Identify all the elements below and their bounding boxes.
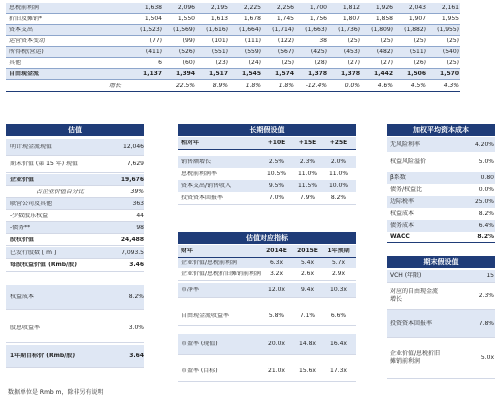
multiples-value: 5.7x bbox=[331, 260, 346, 266]
wacc-value: 4.20% bbox=[474, 141, 494, 148]
wacc-value: 6.4% bbox=[478, 223, 494, 229]
row-value: (1,569) bbox=[173, 27, 195, 33]
wacc-row bbox=[387, 137, 495, 153]
valuation-label: 企业价值 bbox=[10, 176, 35, 183]
valuation-row bbox=[6, 259, 144, 272]
multiples-value: 5.4x bbox=[300, 260, 315, 266]
multiples-label: 市盈率 (现值) bbox=[181, 341, 218, 347]
wacc-value: 25.0% bbox=[474, 199, 494, 205]
wacc-value: 0.0% bbox=[478, 187, 494, 193]
valuation-value: 7,629 bbox=[126, 161, 144, 167]
valuation-label: 联营公司及其他 bbox=[10, 200, 53, 207]
row-value: 1,378 bbox=[341, 71, 360, 77]
valuation-value: 3.0% bbox=[128, 325, 144, 331]
valuation-label: 1年期目标价 (Rmb/股) bbox=[10, 353, 76, 359]
multiples-value: 15.6x bbox=[299, 368, 316, 374]
multiples-value: 16.4x bbox=[330, 341, 347, 347]
multiples-col: 财年 bbox=[181, 248, 194, 254]
multiples-value: 5.8% bbox=[268, 313, 285, 319]
terminal-value: 15 bbox=[486, 273, 494, 279]
valuation-label: 期末价值 (第 15 年) 现值 bbox=[10, 161, 78, 167]
valuation-value: 8.2% bbox=[128, 294, 144, 300]
multiples-label: 市盈率 (目标) bbox=[181, 368, 218, 374]
terminal-value: 5.0x bbox=[480, 355, 494, 361]
terminal-row bbox=[387, 270, 495, 283]
multiples-value: 2.9x bbox=[331, 271, 346, 277]
multiples-value: 10.3x bbox=[330, 287, 347, 293]
terminal-label: VCH (年限) bbox=[390, 272, 422, 280]
row-value: (122) bbox=[277, 38, 294, 44]
multiples-row bbox=[178, 283, 356, 298]
row-label: 所得税(营运) bbox=[9, 49, 44, 55]
row-value: 1,394 bbox=[176, 71, 195, 77]
valuation-row bbox=[6, 222, 144, 234]
valuation-value: 44 bbox=[136, 212, 144, 219]
valuation-label: -债务** bbox=[10, 224, 31, 231]
long-term-label: 息税前利润率 bbox=[181, 171, 218, 177]
row-label: 其他 bbox=[9, 60, 22, 66]
multiples-value: 9.4x bbox=[300, 287, 315, 293]
long-term-col-header bbox=[178, 137, 356, 150]
row-value: 1,926 bbox=[375, 5, 393, 11]
row-value: 1,517 bbox=[209, 71, 228, 77]
growth-value: 1.8% bbox=[245, 83, 261, 89]
terminal-value: 2.3% bbox=[478, 293, 494, 299]
multiples-value: 21.0x bbox=[268, 368, 285, 374]
projection-row bbox=[6, 25, 460, 36]
row-value: (1,663) bbox=[305, 27, 327, 33]
valuation-row bbox=[6, 210, 144, 222]
growth-row bbox=[6, 81, 460, 92]
row-value: 1,858 bbox=[375, 16, 393, 22]
row-value: 1,638 bbox=[144, 5, 162, 11]
terminal-row bbox=[387, 338, 495, 379]
multiples-col: 1年预期 bbox=[327, 248, 350, 254]
row-label: 息税前利润 bbox=[9, 5, 40, 11]
row-value: 1,907 bbox=[408, 16, 426, 22]
valuation-row bbox=[6, 285, 144, 310]
long-term-value: 11.0% bbox=[328, 171, 349, 177]
row-value: (25) bbox=[446, 38, 459, 44]
wacc-value: 5.0% bbox=[478, 159, 494, 165]
growth-value: 0.0% bbox=[344, 83, 360, 89]
valuation-label: 占企业价值百分比 bbox=[36, 188, 85, 195]
multiples-value: 17.3x bbox=[330, 368, 347, 374]
wacc-row bbox=[387, 152, 495, 173]
row-value: (453) bbox=[343, 49, 360, 55]
row-value: (1,714) bbox=[272, 27, 294, 33]
valuation-label: 股权价值 bbox=[10, 236, 35, 243]
row-value: 1,442 bbox=[374, 71, 393, 77]
multiples-label: 市净率 bbox=[181, 287, 200, 293]
row-value: (99) bbox=[182, 38, 195, 44]
row-value: (1,736) bbox=[338, 27, 360, 33]
valuation-value: 39% bbox=[130, 188, 144, 195]
valuation-value: 3.46 bbox=[129, 262, 144, 268]
long-term-value: 11.0% bbox=[297, 171, 318, 177]
long-term-row bbox=[178, 192, 356, 205]
growth-value: 1.8% bbox=[278, 83, 294, 89]
valuation-row bbox=[6, 139, 144, 156]
long-term-value: 9.5% bbox=[268, 183, 285, 189]
row-value: 1,504 bbox=[144, 16, 162, 22]
long-term-value: 2.5% bbox=[268, 159, 285, 165]
row-value: (25) bbox=[446, 60, 459, 66]
long-term-value: 11.5% bbox=[297, 183, 318, 189]
multiples-row bbox=[178, 268, 356, 281]
long-term-col: 相对年 bbox=[181, 140, 200, 146]
row-value: (526) bbox=[178, 49, 195, 55]
long-term-value: 2.3% bbox=[299, 159, 316, 165]
row-value: 1,613 bbox=[210, 16, 228, 22]
row-value: (25) bbox=[413, 38, 426, 44]
row-value: 1,745 bbox=[276, 16, 294, 22]
row-value: (25) bbox=[380, 38, 393, 44]
wacc-label: 债务成本 bbox=[390, 222, 415, 230]
valuation-row bbox=[6, 156, 144, 173]
wacc-value: 8.2% bbox=[478, 211, 494, 217]
valuation-value: 7,093.5 bbox=[121, 249, 144, 256]
multiples-label: 自由现金流收益率 bbox=[181, 313, 230, 319]
projection-row bbox=[6, 3, 460, 14]
long-term-value: 2.0% bbox=[330, 159, 347, 165]
projection-row bbox=[6, 58, 460, 69]
long-term-value: 10.0% bbox=[328, 183, 349, 189]
growth-value: 4.6% bbox=[377, 83, 393, 89]
row-value: 1,756 bbox=[309, 16, 327, 22]
row-value: (101) bbox=[211, 38, 228, 44]
row-value: 38 bbox=[319, 38, 327, 44]
multiples-value: 12.0x bbox=[268, 287, 285, 293]
long-term-col: +25E bbox=[329, 140, 348, 146]
long-term-value: 10.5% bbox=[266, 171, 287, 177]
growth-value: 4.5% bbox=[410, 83, 426, 89]
valuation-value: 3.64 bbox=[129, 353, 144, 359]
row-value: (27) bbox=[347, 60, 360, 66]
terminal-header: 期末假设值 bbox=[387, 256, 495, 268]
long-term-value: 7.9% bbox=[299, 195, 316, 201]
row-value: 1,545 bbox=[242, 71, 261, 77]
valuation-value: 363 bbox=[132, 200, 144, 207]
footer-note: 数据单位是 Rmb m，除非另有说明 bbox=[8, 389, 104, 396]
projection-row bbox=[6, 14, 460, 25]
row-value: 6 bbox=[158, 60, 162, 66]
multiples-label: 企业价值/息税前利润 bbox=[181, 260, 238, 266]
row-value: (559) bbox=[244, 49, 261, 55]
row-value: (27) bbox=[380, 60, 393, 66]
wacc-label: β系数 bbox=[390, 174, 406, 182]
row-value: (425) bbox=[310, 49, 327, 55]
multiples-value: 20.0x bbox=[268, 341, 285, 347]
row-value: 1,812 bbox=[342, 5, 360, 11]
row-value: (23) bbox=[215, 60, 228, 66]
row-value: (1,882) bbox=[404, 27, 426, 33]
row-value: (540) bbox=[442, 49, 459, 55]
multiples-value: 6.6% bbox=[330, 313, 347, 319]
projection-row bbox=[6, 69, 460, 80]
row-value: 1,574 bbox=[275, 71, 294, 77]
row-value: 1,506 bbox=[407, 71, 426, 77]
valuation-label: -少数股东权益 bbox=[10, 212, 49, 219]
row-value: 2,225 bbox=[243, 5, 261, 11]
terminal-label: 投资资本回报率 bbox=[390, 319, 433, 327]
long-term-header: 长期假设值 bbox=[178, 124, 356, 136]
multiples-value: 14.8x bbox=[299, 341, 316, 347]
row-value: (482) bbox=[376, 49, 393, 55]
wacc-row bbox=[387, 232, 495, 243]
multiples-col: 2014E bbox=[266, 248, 287, 254]
multiples-row bbox=[178, 361, 356, 382]
valuation-label: 每股权益价值 (Rmb/股) bbox=[10, 262, 77, 268]
valuation-row bbox=[6, 198, 144, 210]
row-value: (60) bbox=[182, 60, 195, 66]
valuation-value: 24,488 bbox=[120, 236, 144, 243]
multiples-row bbox=[178, 307, 356, 326]
row-value: 1,700 bbox=[309, 5, 327, 11]
valuation-value: 98 bbox=[136, 224, 144, 231]
wacc-value: 8.2% bbox=[477, 234, 494, 240]
row-value: (1,809) bbox=[371, 27, 393, 33]
multiples-col: 2015E bbox=[297, 248, 318, 254]
row-value: (1,955) bbox=[437, 27, 459, 33]
multiples-value: 2.6x bbox=[300, 271, 315, 277]
wacc-label: 边际税率 bbox=[390, 198, 415, 206]
valuation-label: 明计现金流现值 bbox=[10, 144, 53, 150]
row-value: (567) bbox=[277, 49, 294, 55]
long-term-label: 投资资本回报率 bbox=[181, 195, 224, 201]
valuation-value: 12,046 bbox=[123, 144, 144, 150]
long-term-value: 7.0% bbox=[268, 195, 285, 201]
valuation-label: 权益成本 bbox=[10, 294, 35, 300]
row-value: 1,955 bbox=[441, 16, 459, 22]
terminal-row bbox=[387, 310, 495, 338]
growth-value: -12.4% bbox=[305, 83, 327, 89]
valuation-value: 19,676 bbox=[120, 176, 144, 183]
row-label: 折旧及摊销* bbox=[9, 16, 43, 22]
terminal-row bbox=[387, 283, 495, 310]
row-value: (411) bbox=[145, 49, 162, 55]
terminal-label: 企业价值/息税折旧摊销前利润 bbox=[390, 350, 441, 365]
row-value: 1,378 bbox=[308, 71, 327, 77]
row-value: 1,550 bbox=[177, 16, 195, 22]
valuation-label: 股息收益率 bbox=[10, 325, 41, 331]
wacc-label: 无风险利率 bbox=[390, 140, 421, 148]
row-value: 2,256 bbox=[276, 5, 294, 11]
row-value: 2,161 bbox=[441, 5, 459, 11]
row-value: (1,616) bbox=[206, 27, 228, 33]
valuation-row bbox=[6, 174, 144, 186]
multiples-col-header bbox=[178, 245, 356, 258]
row-value: 1,570 bbox=[440, 71, 459, 77]
valuation-row bbox=[6, 314, 144, 343]
row-value: (511) bbox=[409, 49, 426, 55]
wacc-label: WACC bbox=[390, 233, 410, 241]
row-value: (1,523) bbox=[140, 27, 162, 33]
wacc-label: 权益风险溢价 bbox=[390, 158, 427, 166]
valuation-row bbox=[6, 186, 144, 198]
row-value: 1,137 bbox=[143, 71, 162, 77]
row-value: (25) bbox=[347, 38, 360, 44]
multiples-header: 估值对应指标 bbox=[178, 232, 356, 244]
projection-row bbox=[6, 47, 460, 58]
row-value: 2,043 bbox=[408, 5, 426, 11]
row-value: (1,664) bbox=[239, 27, 261, 33]
row-value: (111) bbox=[244, 38, 261, 44]
row-value: 2,096 bbox=[177, 5, 195, 11]
long-term-col: +15E bbox=[298, 140, 317, 146]
multiples-row bbox=[178, 334, 356, 355]
valuation-header: 估值 bbox=[6, 124, 144, 136]
terminal-label: 对应的自由现金流增长 bbox=[390, 288, 439, 303]
row-value: (25) bbox=[281, 60, 294, 66]
valuation-row bbox=[6, 247, 144, 259]
valuation-row bbox=[6, 234, 144, 246]
row-value: (26) bbox=[413, 60, 426, 66]
growth-label: 增长 bbox=[108, 83, 121, 89]
multiples-value: 6.3x bbox=[269, 260, 284, 266]
terminal-value: 7.8% bbox=[478, 320, 494, 327]
row-value: (28) bbox=[314, 60, 327, 66]
valuation-label: 已发行股数 [ m ] bbox=[10, 249, 57, 256]
row-value: 2,195 bbox=[210, 5, 228, 11]
row-label: 资本支出 bbox=[9, 27, 34, 33]
row-label: 自由现金流 bbox=[9, 71, 40, 77]
growth-value: 4.3% bbox=[443, 83, 459, 89]
long-term-value: 8.2% bbox=[330, 195, 347, 201]
multiples-value: 7.1% bbox=[299, 313, 316, 319]
wacc-label: 权益成本 bbox=[390, 210, 415, 218]
wacc-header: 加权平均资本成本 bbox=[387, 124, 495, 136]
row-value: (551) bbox=[211, 49, 228, 55]
long-term-col: +10E bbox=[267, 140, 286, 146]
row-value: 1,807 bbox=[342, 16, 360, 22]
row-value: (24) bbox=[248, 60, 261, 66]
wacc-label: 债务/权益比 bbox=[390, 186, 423, 194]
valuation-row bbox=[6, 345, 144, 368]
multiples-value: 3.2x bbox=[269, 271, 284, 277]
row-value: 1,678 bbox=[243, 16, 261, 22]
multiples-label: 企业价值/息税折旧摊销前利润 bbox=[181, 271, 261, 277]
long-term-label: 销售额增长 bbox=[181, 159, 212, 165]
growth-value: 22.5% bbox=[175, 83, 195, 89]
wacc-value: 0.80 bbox=[480, 175, 494, 181]
growth-value: 8.9% bbox=[212, 83, 228, 89]
row-label: 运营资本变动 bbox=[9, 38, 46, 44]
projection-row bbox=[6, 36, 460, 47]
row-value: (77) bbox=[149, 38, 162, 44]
long-term-label: 资本支出/销售收入 bbox=[181, 183, 232, 189]
